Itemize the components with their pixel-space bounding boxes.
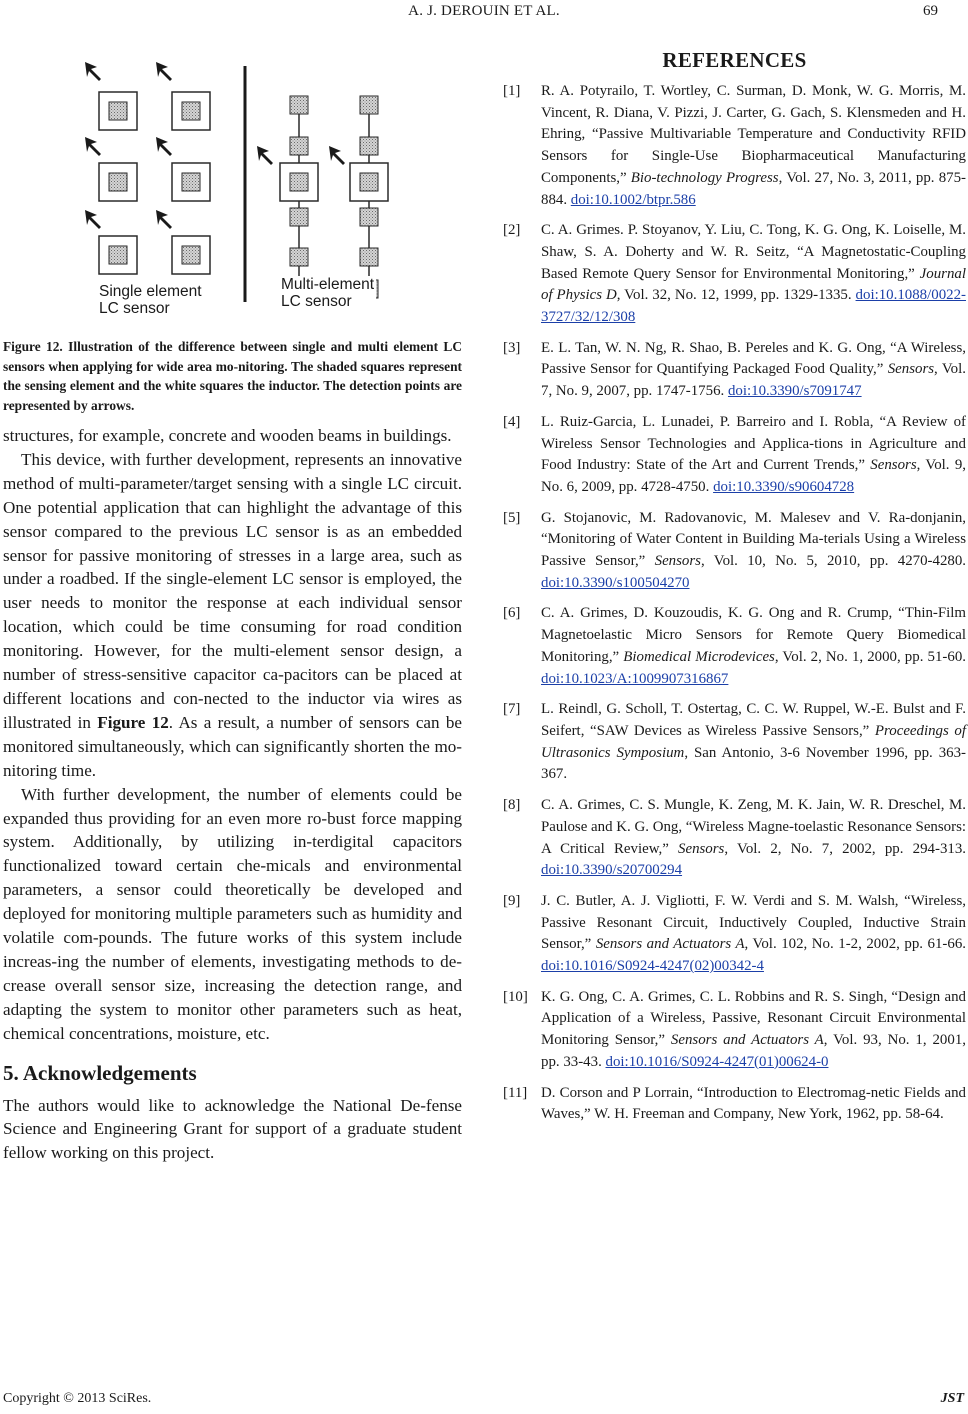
reference-details: , Vol. 32, No. 12, 1999, pp. 1329-1335. (616, 287, 856, 304)
multi-element-sensors (280, 96, 388, 298)
reference-text: G. Stojanovic, M. Radovanovic, M. Malesev and V. Ra-donjanin, “Monitoring of Water Content in Building Ma-terials Using a Wireless Passive Sensor,” (541, 509, 966, 570)
label-single-element: Single element LC sensor (99, 283, 202, 317)
left-column (3, 40, 462, 1165)
single-element-sensors (99, 92, 210, 274)
reference-text: C. A. Grimes, C. S. Mungle, K. Zeng, M. K. Jain, W. R. Dreschel, M. Paulose and K. G. Ong, “Wireless Magne-toelastic Resonance Sensors: A Critical Review,” (541, 797, 966, 857)
reference-details: , Vol. 93, No. 1, 2001, pp. 33-43. (541, 1032, 966, 1070)
acknowledgement-text (3, 1094, 462, 1166)
reference-source: Sensors and Actuators A (595, 936, 745, 953)
reference-number: [5] (503, 509, 521, 526)
reference-details: , Vol. 2, No. 7, 2002, pp. 294-313. (724, 840, 966, 857)
paragraph: The authors would like to acknowledge the National De-fense Science and Engineering Grant for support of a graduate student fellow working on this project. (3, 1095, 462, 1163)
reference-number: [4] (503, 413, 521, 430)
reference-source: Sensors (887, 361, 935, 378)
reference-number: [9] (503, 892, 521, 909)
paragraph: With further development, the number of elements could be expanded thus providing for an even more ro-bust force mapping system. Additionally, by utilizing in-terdigital capacitors functionalized toward certain che-micals and environmental parameters, a sensor could theoretically be developed and deployed for monitoring multiple parameters such as humidity and volatile com-pounds. The future works of this system include increas-ing the number of elements, investigating methods to de-crease overall sensor size, increasing the detection range, and adapting the system to monitor other parameters such as heat, chemical concentrations, moisture, etc. (3, 784, 462, 1043)
figure-reference[interactable]: Figure 12 (97, 712, 169, 732)
section-heading: 5. Acknowledgements (3, 1060, 197, 1085)
doi-link[interactable]: doi:10.1088/0022-3727/32/12/308 (541, 287, 966, 326)
reference-source: Sensors (678, 840, 725, 857)
reference-details: , Vol. 10, No. 5, 2010, pp. 4270-4280. (700, 553, 966, 570)
running-title: A. J. DEROUIN ET AL. (408, 3, 560, 19)
reference-number: [8] (503, 797, 521, 814)
paragraph: structures, for example, concrete and wooden beams in buildings. (3, 426, 452, 445)
reference-number: [7] (503, 701, 521, 718)
reference-text: D. Corson and P Lorrain, “Introduction to Electromag-netic Fields and Waves,” W. H. Freeman and Company, New York, 1962, pp. 58-64. (541, 1084, 966, 1123)
reference-source: Biomedical Microdevices (623, 648, 775, 665)
doi-link[interactable]: doi:10.3390/s7091747 (727, 383, 862, 400)
copyright-notice: Copyright © 2013 SciRes. (3, 1391, 152, 1406)
doi-link[interactable]: doi:10.3390/s100504270 (541, 574, 690, 591)
reference-item (503, 891, 966, 978)
doi-link[interactable]: doi:10.1023/A:1009907316867 (541, 670, 729, 687)
reference-text: R. A. Potyrailo, T. Wortley, C. Surman, D. Monk, W. G. Morris, M. Vincent, R. Diana, V. Pizzi, J. Carter, G. Gach, S. Klensmeden and H. Ehring, “Passive Multivariable Temperature and Conductivity RFID Sensors for Single-Use Biopharmaceutical Manufacturing Components,” (541, 83, 966, 186)
reference-item (503, 81, 966, 211)
figure-caption: Figure 12. Illustration of the difference between single and multi element LC sensors when applying for wide area mo-nitoring. The shaded squares represent the sensing element and the white squares the inductor. The detection points are represented by arrows. (3, 339, 462, 413)
doi-link[interactable]: doi:10.3390/s20700294 (541, 862, 683, 879)
reference-text: L. Ruiz-Garcia, L. Lunadei, P. Barreiro and I. Robla, “A Review of Wireless Sensor Technologies and Applica-tions in Agriculture and Food Industry: State of the Art and Current Trends,” (541, 413, 966, 474)
label-multi-element: Multi-element LC sensor (281, 276, 375, 310)
right-column (503, 48, 966, 1135)
doi-link[interactable]: doi:10.1016/S0924-4247(01)00624-0 (605, 1053, 829, 1070)
reference-details: , Vol. 27, No. 3, 2011, pp. 875-884. (541, 169, 966, 208)
doi-link[interactable]: doi:10.1002/btpr.586 (570, 191, 696, 208)
reference-details: , Vol. 102, No. 1-2, 2002, pp. 61-66. (744, 936, 966, 953)
reference-item (503, 699, 966, 786)
reference-text: C. A. Grimes. P. Stoyanov, Y. Liu, C. Tong, K. G. Ong, K. Loiselle, M. Shaw, S. A. Doherty and W. R. Seitz, “A Magnetostatic-Coupling Based Remote Query Sensor for Environmental Monitoring,” (541, 222, 966, 282)
reference-details: , Vol. 2, No. 1, 2000, pp. 51-60. (774, 648, 966, 665)
reference-number: [1] (503, 83, 521, 99)
reference-list (503, 81, 966, 1126)
reference-text: J. C. Butler, A. J. Vigliotti, F. W. Verdi and S. M. Walsh, “Wireless, Passive Resonant Circuit, Inductively Coupled, Inductive Strain Sensor,” (541, 892, 966, 953)
page-number: 69 (923, 3, 938, 19)
reference-details: , Vol. 7, No. 9, 2007, pp. 1747-1756. (541, 361, 966, 400)
doi-link[interactable]: doi:10.3390/s90604728 (713, 478, 855, 495)
reference-source: Sensors and Actuators A (670, 1032, 824, 1049)
reference-source: Sensors (870, 457, 917, 474)
journal-abbrev: JST (940, 1391, 964, 1406)
reference-text: L. Reindl, G. Scholl, T. Ostertag, C. C. W. Ruppel, W.-E. Bulst and F. Seifert, “SAW Devices as Wireless Passive Sensors,” (541, 701, 966, 739)
reference-number: [10] (503, 988, 528, 1005)
figure-12 (3, 40, 462, 322)
reference-number: [2] (503, 222, 521, 239)
reference-item (503, 220, 966, 329)
reference-text: K. G. Ong, C. A. Grimes, C. L. Robbins and R. S. Singh, “Design and Application of a Wireless, Passive, Resonant Circuit Environmental Monitoring Sensor,” (541, 988, 966, 1049)
reference-item (503, 508, 966, 595)
reference-item (503, 603, 966, 690)
reference-details: , Vol. 9, No. 6, 2009, pp. 4728-4750. (541, 457, 966, 495)
body-text (3, 424, 462, 1046)
paragraph: This device, with further development, represents an innovative method of multi-parameter/target sensing with a single LC circuit. One potential application that can highlight the advantage of this sensor compared to the previous LC sensor is as an embedded sensor for passive monitoring of stresses in a large area, such as under a roadbed. If the single-element LC sensor is employed, the user needs to monitor the response at each individual sensor location, which could be time consuming for road condition monitoring. However, for the multi-element sensor design, a number of stress-sensitive capacitor ca-pacitors can be placed at different locations and con-nected to the inductor via wires as illustrated in Figure 12. As a result, a number of sensors can be monitored simultaneously, which can significantly shorten the mo-nitoring time. (3, 449, 462, 780)
reference-source: Journal of Physics D (541, 265, 966, 304)
sensor-diagram (3, 40, 462, 322)
reference-number: [11] (503, 1084, 528, 1101)
reference-item (503, 412, 966, 499)
reference-item (503, 338, 966, 403)
reference-item (503, 987, 966, 1074)
reference-number: [3] (503, 339, 521, 356)
reference-source: Proceedings of Ultrasonics Symposium (541, 722, 967, 761)
doi-link[interactable]: doi:10.1016/S0924-4247(02)00342-4 (541, 958, 764, 975)
reference-text: C. A. Grimes, D. Kouzoudis, K. G. Ong and R. Crump, “Thin-Film Magnetoelastic Micro Sensors for Remote Query Biomedical Monitoring,” (541, 605, 966, 665)
reference-text: E. L. Tan, W. N. Ng, R. Shao, B. Pereles and K. G. Ong, “A Wireless, Passive Sensor for Quantifying Packaged Food Quality,” (541, 339, 966, 378)
reference-item (503, 1083, 966, 1126)
reference-number: [6] (503, 605, 521, 622)
reference-source: Sensors (654, 553, 701, 570)
reference-source: Bio-technology Progress (630, 169, 779, 186)
page-header (0, 0, 968, 28)
reference-details: , San Antonio, 3-6 November 1996, pp. 363-367. (541, 744, 967, 783)
references-heading: REFERENCES (662, 48, 807, 72)
reference-item (503, 795, 966, 882)
